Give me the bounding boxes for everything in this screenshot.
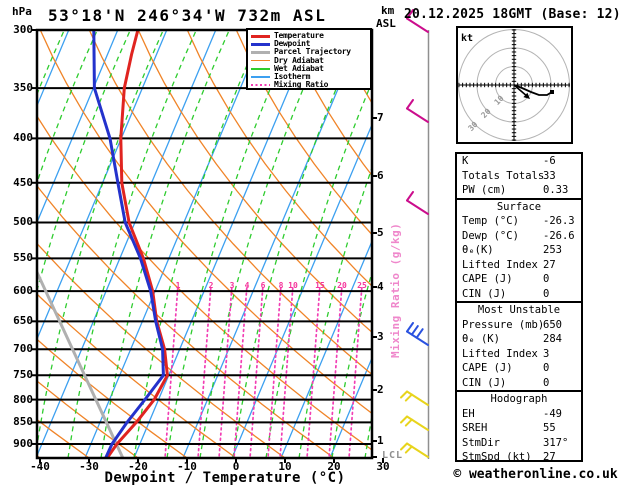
legend-line-sample [251,43,270,46]
height-unit-asl: ASL [376,17,396,30]
table-row [457,169,581,184]
pressure-axis-label: 900 [13,436,33,450]
legend-line-sample [251,51,270,54]
table-row-label: θₑ(K) [462,244,494,256]
axis-ticks [31,30,383,463]
height-axis-label: 7 [377,111,384,124]
table-row [457,376,581,391]
table-row-value: 27 [543,258,556,271]
mixing-ratio-value-labels [176,281,367,290]
pressure-axis-label: 300 [13,23,33,36]
table-row-label: EH [462,407,475,420]
table-section [457,154,581,198]
table-row-value: 317° [543,436,569,449]
pressure-axis-label: 500 [13,215,33,229]
table-row [457,183,581,198]
legend-line-sample [251,84,270,86]
table-section-header: Surface [496,200,542,213]
legend-line-sample [251,60,270,62]
temperature-axis-label: -20 [128,460,148,473]
table-row-label: StmSpd (kt) [462,451,532,463]
temperature-axis-label: 30 [376,460,390,473]
table-row-label: θₑ (K) [462,333,500,345]
table-row [457,347,581,362]
hodograph-trace-end-marker [550,90,554,94]
station-title: 53°18'N 246°34'W 732m ASL [48,6,327,25]
table-row-label: Pressure (mb) [462,318,545,331]
pressure-axis-label: 600 [13,284,33,298]
svg-text:4: 4 [244,281,250,290]
legend-item [251,32,370,40]
pressure-axis-label: 800 [13,392,33,406]
table-row [457,243,581,258]
table-row-label: CAPE (J) [462,362,513,374]
legend-item-label: Dewpoint [274,39,311,49]
table-row [457,436,581,451]
table-row-label: Dewp (°C) [462,229,519,242]
wet-adiabat-lines [0,30,493,458]
legend-item-label: Temperature [274,31,324,41]
table-row [457,421,581,436]
legend-item [251,65,370,73]
wind-barb [401,444,428,458]
legend-item [251,81,370,89]
legend-box [246,28,372,90]
hodograph-unit-label: kt [461,33,474,44]
pressure-axis-label: 350 [13,81,33,95]
table-row-label: CIN (J) [462,376,507,389]
wind-barb [401,392,428,406]
table-row-value: 27 [543,451,556,463]
svg-text:1: 1 [175,281,181,290]
height-axis-label: 1 [377,434,384,447]
mixing-ratio-axis-title: Mixing Ratio (g/kg) [389,222,402,358]
table-row-value: 253 [543,244,562,256]
table-row [457,287,581,302]
table-row-value: -26.3 [543,215,575,227]
wind-barb [407,323,428,345]
table-row-label: Totals Totals [462,169,545,182]
table-row-value: -26.6 [543,229,575,242]
temperature-axis-label: 10 [278,460,292,473]
height-axis-label: 4 [377,280,384,293]
table-row-value: 0 [543,376,550,389]
lcl-label: LCL [382,450,404,461]
table-row [457,407,581,422]
table-row-value: 3 [543,347,550,360]
height-axis-label: 5 [377,226,384,239]
table-row [457,272,581,287]
table-row-value: 33 [543,169,556,182]
table-row [457,229,581,244]
table-row-label: SREH [462,422,488,434]
table-row [457,361,581,376]
hodograph-ring-label: 10 [492,93,506,107]
temperature-axis-label: -30 [79,460,99,473]
legend-item-label: Mixing Ratio [274,80,329,90]
temperature-axis-title: Dewpoint / Temperature (°C) [104,470,346,486]
table-row [457,258,581,273]
svg-text:15: 15 [315,281,325,290]
temperature-axis-label: 0 [232,460,240,473]
table-section [457,390,581,465]
legend-line-sample [251,35,270,38]
table-row-value: -6 [543,155,556,167]
table-section [457,198,581,302]
indices-table [455,152,583,462]
temperature-axis-label: 20 [327,460,341,473]
table-row-value: 55 [543,422,556,434]
table-section [457,301,581,390]
credit-footer: © weatheronline.co.uk [453,467,618,482]
svg-text:3: 3 [229,281,235,290]
table-row-value: 0 [543,362,550,374]
table-row [457,318,581,333]
table-row-label: CIN (J) [462,287,507,300]
pressure-axis-label: 450 [13,175,33,189]
legend-line-sample [251,76,270,78]
hodograph-ring-label: 30 [466,119,480,134]
table-row [457,450,581,465]
pressure-axis-label: 750 [13,368,33,382]
table-row-value: 284 [543,333,562,345]
pressure-axis-label: 700 [13,342,33,356]
table-row-label: K [462,155,469,167]
svg-text:8: 8 [278,281,284,290]
table-row-label: Temp (°C) [462,215,519,227]
legend-item-label: Dry Adiabat [274,55,324,65]
height-unit-km: km [381,4,395,17]
svg-text:25: 25 [357,281,367,290]
wind-barb [401,417,428,431]
legend-item-label: Parcel Trajectory [274,47,351,57]
table-row [457,154,581,169]
svg-text:10: 10 [288,281,298,290]
height-axis-label: 3 [377,330,384,343]
table-row-label: Lifted Index [462,347,538,360]
temperature-axis-label: -40 [30,460,50,473]
temperature-axis-label: -10 [177,460,197,473]
table-row [457,332,581,347]
svg-text:2: 2 [208,281,214,290]
pressure-unit-label: hPa [12,5,32,18]
run-date: 20.12.2025 18GMT (Base: 12) [404,7,621,22]
table-row-label: Lifted Index [462,258,538,271]
table-row-label: PW (cm) [462,184,507,196]
table-row-value: 0 [543,273,550,285]
table-row-value: 0.33 [543,184,569,196]
pressure-axis-label: 550 [13,251,33,265]
wind-barb [407,192,428,214]
pressure-axis-label: 650 [13,314,33,328]
legend-line-sample [251,68,270,70]
legend-item-label: Isotherm [274,72,311,82]
pressure-axis-label: 850 [13,415,33,429]
hodograph [457,27,572,143]
table-row-value: 650 [543,318,562,331]
legend-item-label: Wet Adiabat [274,63,324,73]
table-row [457,214,581,229]
svg-text:6: 6 [260,281,266,290]
height-axis-label: 6 [377,169,384,182]
height-axis-label: 2 [377,383,384,396]
table-row-label: StmDir [462,436,500,449]
table-row-label: CAPE (J) [462,273,513,285]
svg-text:20: 20 [337,281,347,290]
table-section-header: Hodograph [490,393,548,405]
dewpoint-curve [94,30,164,458]
pressure-axis-label: 400 [13,131,33,145]
hodograph-ring-label: 20 [479,106,493,120]
wind-barb [407,100,428,122]
table-row-value: -49 [543,407,562,420]
table-row-value: 0 [543,287,550,300]
table-section-header: Most Unstable [477,304,561,316]
